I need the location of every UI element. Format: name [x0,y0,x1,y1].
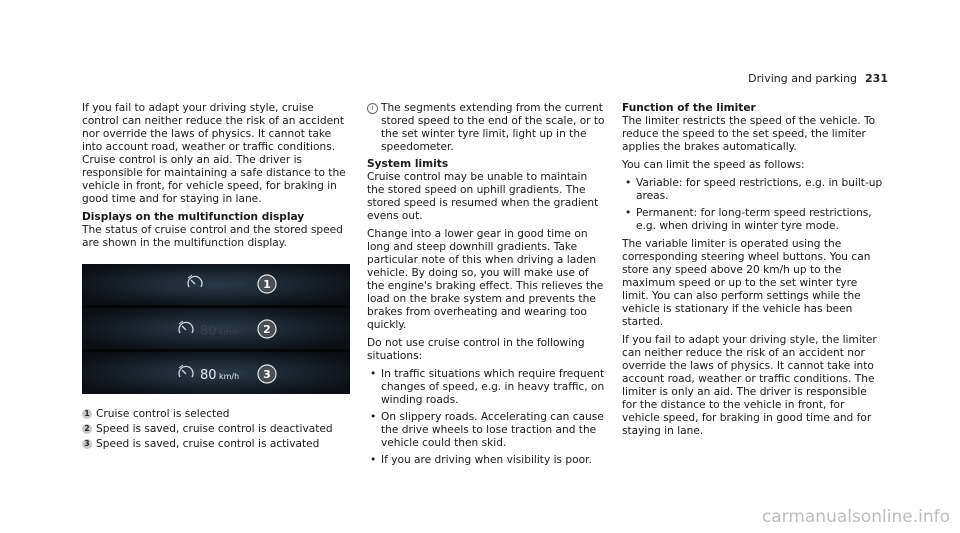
speed-unit: km/h [219,328,240,337]
legend-text: Cruise control is selected [96,408,230,420]
paragraph: You can limit the speed as follows: [622,159,805,171]
speed-unit: km/h [219,372,240,381]
callout-badge: 2 [82,424,92,434]
list-item [367,368,607,407]
column-3 [622,102,884,443]
legend-item [82,423,352,436]
stored-speed: 80 [200,324,217,339]
list-item-text: In traffic situations which require frequent changes of speed, e.g. in heavy traffic, on winding roads. [381,368,605,406]
paragraph: If you fail to adapt your driving style, the limiter can neither reduce the risk of an accident nor override the laws of physics. It cannot take into account road, weather or traffic conditions. The limiter is only an aid. The driver is responsible for the distance to the vehicle in front, for vehicle speed, for braking in good time and for staying in lane. [622,334,877,437]
list-item-text: Permanent: for long-term speed restrictions, e.g. when driving in winter tyre mode. [636,207,872,232]
info-icon: i [367,103,378,114]
callout-number: 1 [263,278,271,291]
paragraph: The status of cruise control and the stored speed are shown in the multifunction display. [82,224,343,249]
page-number: 231 [865,72,888,85]
bullet-list [367,368,607,467]
list-item [622,177,884,203]
list-item [622,207,884,233]
bullet-icon: • [625,207,632,219]
paragraph: If you fail to adapt your driving style, cruise control can neither reduce the risk of an accident nor override the laws of physics. It cannot take into account road, weather or traffic conditions. Cruise control is only an aid. The driver is responsible for maintaining a safe distance to the vehicle in front, for vehicle speed, for braking in good time and for staying in lane. [82,102,346,205]
section-heading: Displays on the multifunction display [82,211,305,223]
column-2 [367,102,607,472]
paragraph: The variable limiter is operated using the corresponding steering wheel buttons. You can store any speed above 20 km/h up to the maximum speed or up to the set winter tyre limit. You can also perform settings while the vehicle is stationary if the vehicle has been started. [622,238,871,328]
list-item [367,454,607,467]
list-item-text: Variable: for speed restrictions, e.g. in built-up areas. [636,177,883,202]
column-1 [82,102,352,453]
paragraph: Change into a lower gear in good time on long and steep downhill gradients. Take particular note of this when driving a laden vehicle. By doing so, you will make use of the engine's braking effect. This relieves the load on the brake system and prevents the brakes from overheating and wearing too quickly. [367,228,604,331]
info-note [367,102,607,154]
section-heading: System limits [367,158,449,170]
list-item-text: On slippery roads. Accelerating can cause the drive wheels to lose traction and the vehicle could then skid. [381,411,604,449]
section-title: Driving and parking [748,72,858,85]
bullet-icon: • [370,411,377,423]
bullet-icon: • [370,368,377,380]
page-header [748,72,888,85]
bullet-icon: • [625,177,632,189]
callout-number: 2 [263,323,271,336]
display-panel-1 [82,264,350,305]
watermark: carmanualsonline.info [761,507,950,527]
list-item-text: If you are driving when visibility is poor. [381,454,592,466]
paragraph: The limiter restricts the speed of the vehicle. To reduce the speed to the set speed, the limiter applies the brakes automatically. [622,115,876,153]
callout-badge: 3 [82,439,92,449]
legend-text: Speed is saved, cruise control is deactivated [96,423,333,435]
paragraph: Cruise control may be unable to maintain the stored speed on uphill gradients. The stored speed is resumed when the gradient evens out. [367,171,599,222]
legend-item [82,438,352,451]
legend-item [82,408,352,421]
bullet-icon: • [370,454,377,466]
legend-text: Speed is saved, cruise control is activated [96,438,320,450]
stored-speed: 80 [200,368,217,383]
figure-legend [82,408,352,451]
section-heading: Function of the limiter [622,102,756,114]
note-text: The segments extending from the current stored speed to the end of the scale, or to the set winter tyre limit, light up in the speedometer. [381,102,605,153]
paragraph: Do not use cruise control in the following situations: [367,337,585,362]
callout-badge: 1 [82,409,92,419]
multifunction-display-image [82,264,350,394]
bullet-list [622,177,884,233]
list-item [367,411,607,450]
callout-number: 3 [263,368,271,381]
